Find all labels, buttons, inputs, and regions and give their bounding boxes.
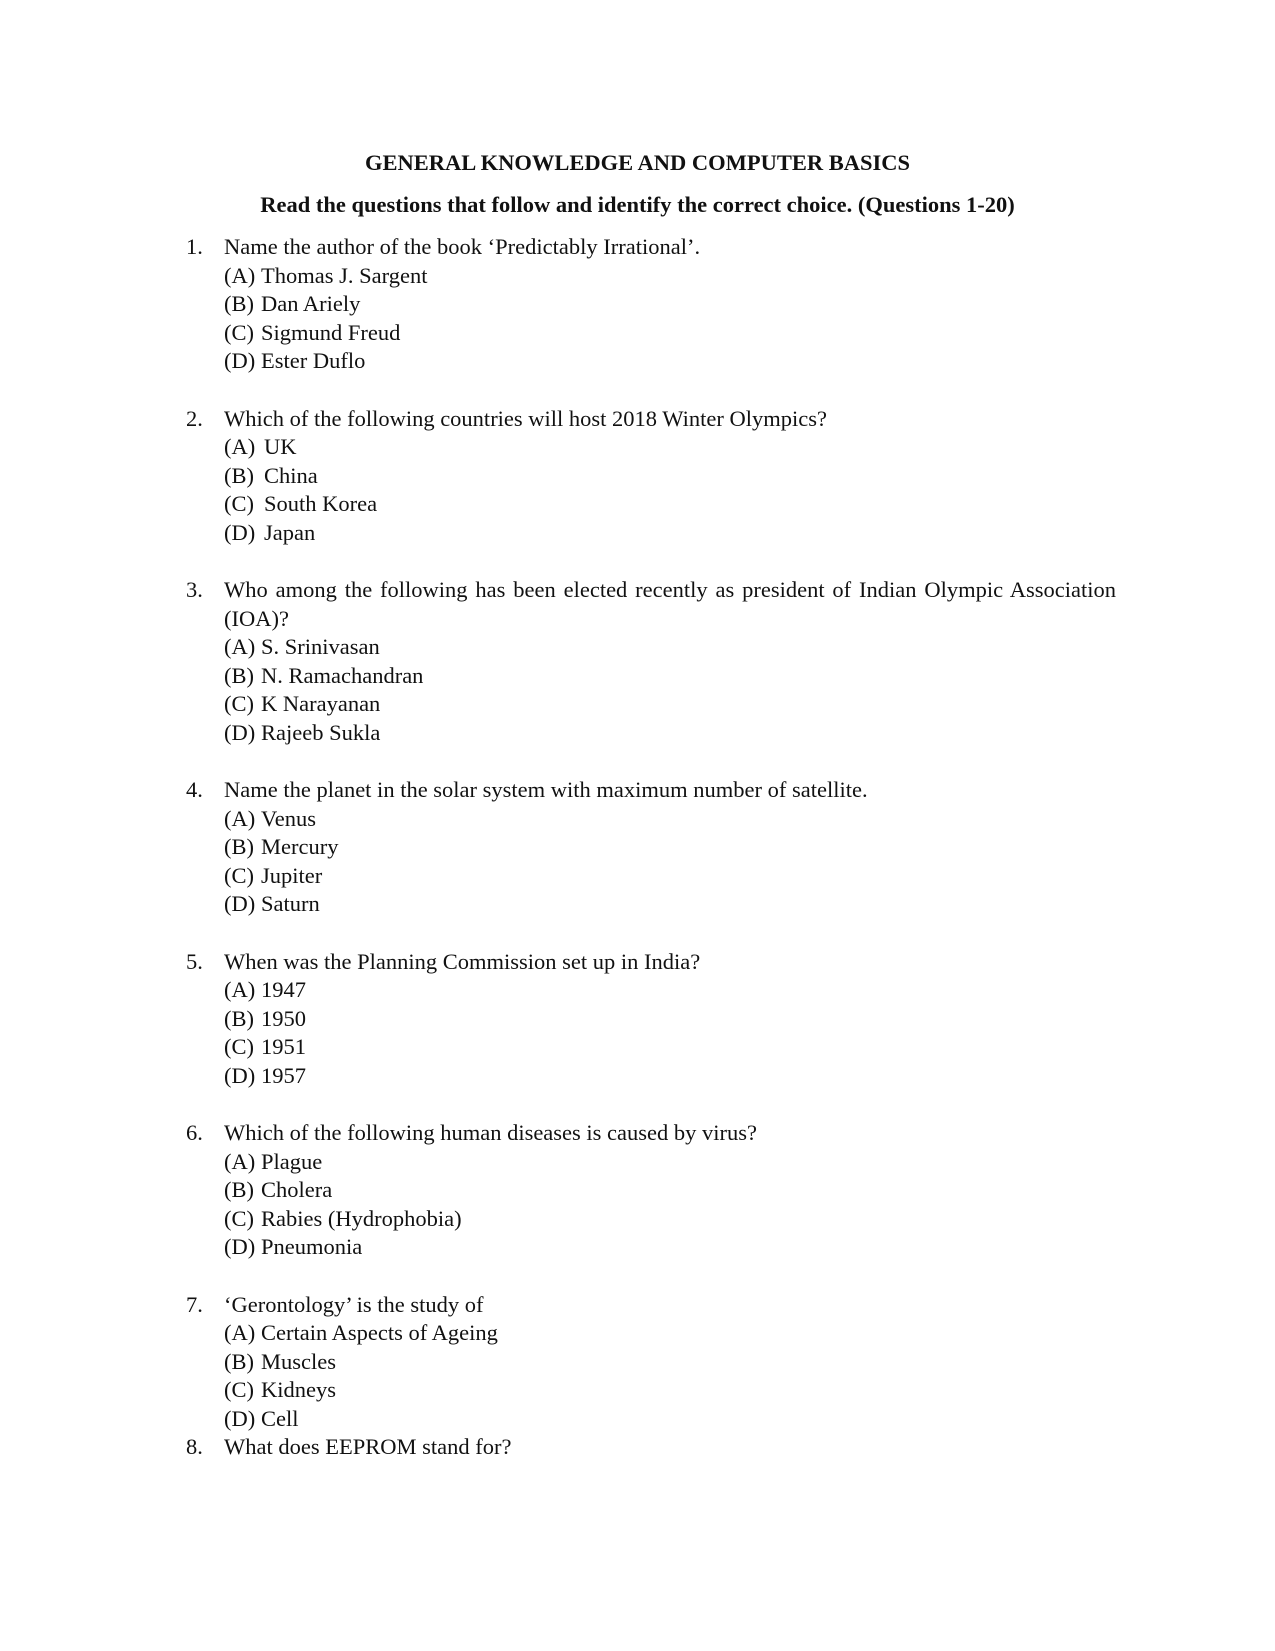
- option-b: [224, 1348, 1116, 1377]
- option-letter: (B): [224, 1177, 254, 1202]
- option-letter: (D): [224, 348, 256, 373]
- option-letter: (B): [224, 462, 254, 488]
- option-letter: (D): [224, 519, 256, 545]
- question-number: 6.: [186, 1120, 203, 1145]
- question-7: [186, 1291, 1116, 1434]
- question-text: Which of the following human diseases is caused by virus?: [224, 1120, 758, 1145]
- option-text: Saturn: [261, 891, 320, 916]
- option-letter: (A): [224, 1148, 256, 1174]
- option-b: [224, 662, 1116, 691]
- question-number: 5.: [186, 948, 203, 974]
- option-text: S. Srinivasan: [261, 634, 380, 659]
- option-c: [224, 319, 1116, 348]
- question-number: 3.: [186, 577, 203, 602]
- question-number: 8.: [186, 1434, 203, 1459]
- option-letter: (C): [224, 1034, 254, 1059]
- option-text: Rabies (Hydrophobia): [261, 1205, 462, 1231]
- option-text: Thomas J. Sargent: [261, 262, 428, 288]
- option-letter: (C): [224, 319, 254, 345]
- option-a: [224, 1319, 1116, 1348]
- option-text: Plague: [261, 1148, 323, 1174]
- option-letter: (A): [224, 977, 256, 1002]
- question-text: What does EEPROM stand for?: [224, 1434, 512, 1459]
- option-b: [224, 290, 1116, 319]
- option-d: [224, 890, 1116, 919]
- question-text: Name the planet in the solar system with maximum number of satellite.: [224, 777, 868, 802]
- option-text: Venus: [261, 805, 316, 831]
- question-list: [186, 233, 1116, 1462]
- option-d: [224, 719, 1116, 748]
- option-letter: (D): [224, 1405, 256, 1431]
- option-text: 1951: [261, 1034, 306, 1059]
- option-b: [224, 1176, 1116, 1205]
- option-a: [224, 633, 1116, 662]
- option-d: [224, 1233, 1116, 1262]
- question-2: [186, 405, 1116, 548]
- question-text: ‘Gerontology’ is the study of: [224, 1291, 484, 1317]
- option-text: Sigmund Freud: [261, 319, 401, 345]
- option-text: Cholera: [261, 1177, 333, 1202]
- option-c: [224, 862, 1116, 891]
- instruction-text: Read the questions that follow and identify the correct choice. (Questions 1-20): [260, 192, 1015, 217]
- page-title: GENERAL KNOWLEDGE AND COMPUTER BASICS: [364, 150, 911, 175]
- option-c: [224, 490, 1116, 519]
- option-letter: (D): [224, 1234, 256, 1259]
- question-text: When was the Planning Commission set up in India?: [224, 948, 701, 974]
- option-letter: (B): [224, 291, 254, 316]
- option-letter: (D): [224, 1062, 256, 1088]
- option-letter: (C): [224, 862, 254, 888]
- option-text: UK: [264, 434, 297, 459]
- option-letter: (B): [224, 834, 254, 859]
- question-number: 4.: [186, 777, 203, 802]
- option-d: [224, 519, 1116, 548]
- option-list: [224, 976, 1116, 1090]
- question-1: [186, 233, 1116, 376]
- option-letter: (B): [224, 662, 254, 688]
- option-list: [224, 805, 1116, 919]
- option-c: [224, 1205, 1116, 1234]
- option-letter: (A): [224, 634, 256, 659]
- option-letter: (A): [224, 1320, 256, 1345]
- option-text: Muscles: [261, 1348, 336, 1374]
- option-a: [224, 976, 1116, 1005]
- option-letter: (B): [224, 1005, 254, 1031]
- option-list: [224, 633, 1116, 747]
- option-text: K Narayanan: [261, 691, 381, 716]
- option-b: [224, 462, 1116, 491]
- option-b: [224, 833, 1116, 862]
- option-text: N. Ramachandran: [261, 662, 424, 688]
- option-a: [224, 433, 1116, 462]
- question-text: Name the author of the book ‘Predictably Irrational’.: [224, 234, 701, 259]
- option-c: [224, 1376, 1116, 1405]
- option-letter: (A): [224, 805, 256, 831]
- option-text: Cell: [261, 1405, 299, 1431]
- option-list: [224, 262, 1116, 376]
- question-text: Which of the following countries will host 2018 Winter Olympics?: [224, 405, 827, 431]
- option-a: [224, 262, 1116, 291]
- question-text: Who among the following has been elected recently as president of Indian Olympic Association (IOA)?: [224, 577, 1116, 631]
- question-number: 1.: [186, 234, 203, 259]
- question-4: [186, 776, 1116, 919]
- option-list: [224, 433, 1116, 547]
- option-a: [224, 1148, 1116, 1177]
- option-text: Jupiter: [261, 862, 323, 888]
- option-letter: (B): [224, 1348, 254, 1374]
- option-list: [224, 1319, 1116, 1433]
- option-d: [224, 1062, 1116, 1091]
- option-letter: (C): [224, 491, 254, 516]
- question-3: [186, 576, 1116, 747]
- option-text: South Korea: [264, 491, 378, 516]
- question-8: [186, 1433, 1116, 1462]
- option-letter: (C): [224, 1205, 254, 1231]
- question-5: [186, 948, 1116, 1091]
- option-c: [224, 1033, 1116, 1062]
- option-letter: (C): [224, 1377, 254, 1402]
- option-text: Certain Aspects of Ageing: [261, 1320, 498, 1345]
- option-letter: (A): [224, 262, 256, 288]
- option-a: [224, 805, 1116, 834]
- option-letter: (D): [224, 719, 256, 745]
- question-number: 2.: [186, 405, 203, 431]
- option-text: Japan: [264, 519, 316, 545]
- option-text: Dan Ariely: [261, 291, 361, 316]
- option-text: China: [264, 462, 318, 488]
- option-letter: (A): [224, 434, 256, 459]
- option-d: [224, 347, 1116, 376]
- option-text: Pneumonia: [261, 1234, 363, 1259]
- option-text: Ester Duflo: [261, 348, 366, 373]
- option-text: 1947: [261, 977, 306, 1002]
- option-d: [224, 1405, 1116, 1434]
- option-b: [224, 1005, 1116, 1034]
- option-text: Kidneys: [261, 1377, 336, 1402]
- option-letter: (D): [224, 891, 256, 916]
- option-text: Rajeeb Sukla: [261, 719, 381, 745]
- option-text: Mercury: [261, 834, 339, 859]
- option-c: [224, 690, 1116, 719]
- question-6: [186, 1119, 1116, 1262]
- option-text: 1950: [261, 1005, 306, 1031]
- option-list: [224, 1148, 1116, 1262]
- question-number: 7.: [186, 1291, 203, 1317]
- option-text: 1957: [261, 1062, 306, 1088]
- option-letter: (C): [224, 691, 254, 716]
